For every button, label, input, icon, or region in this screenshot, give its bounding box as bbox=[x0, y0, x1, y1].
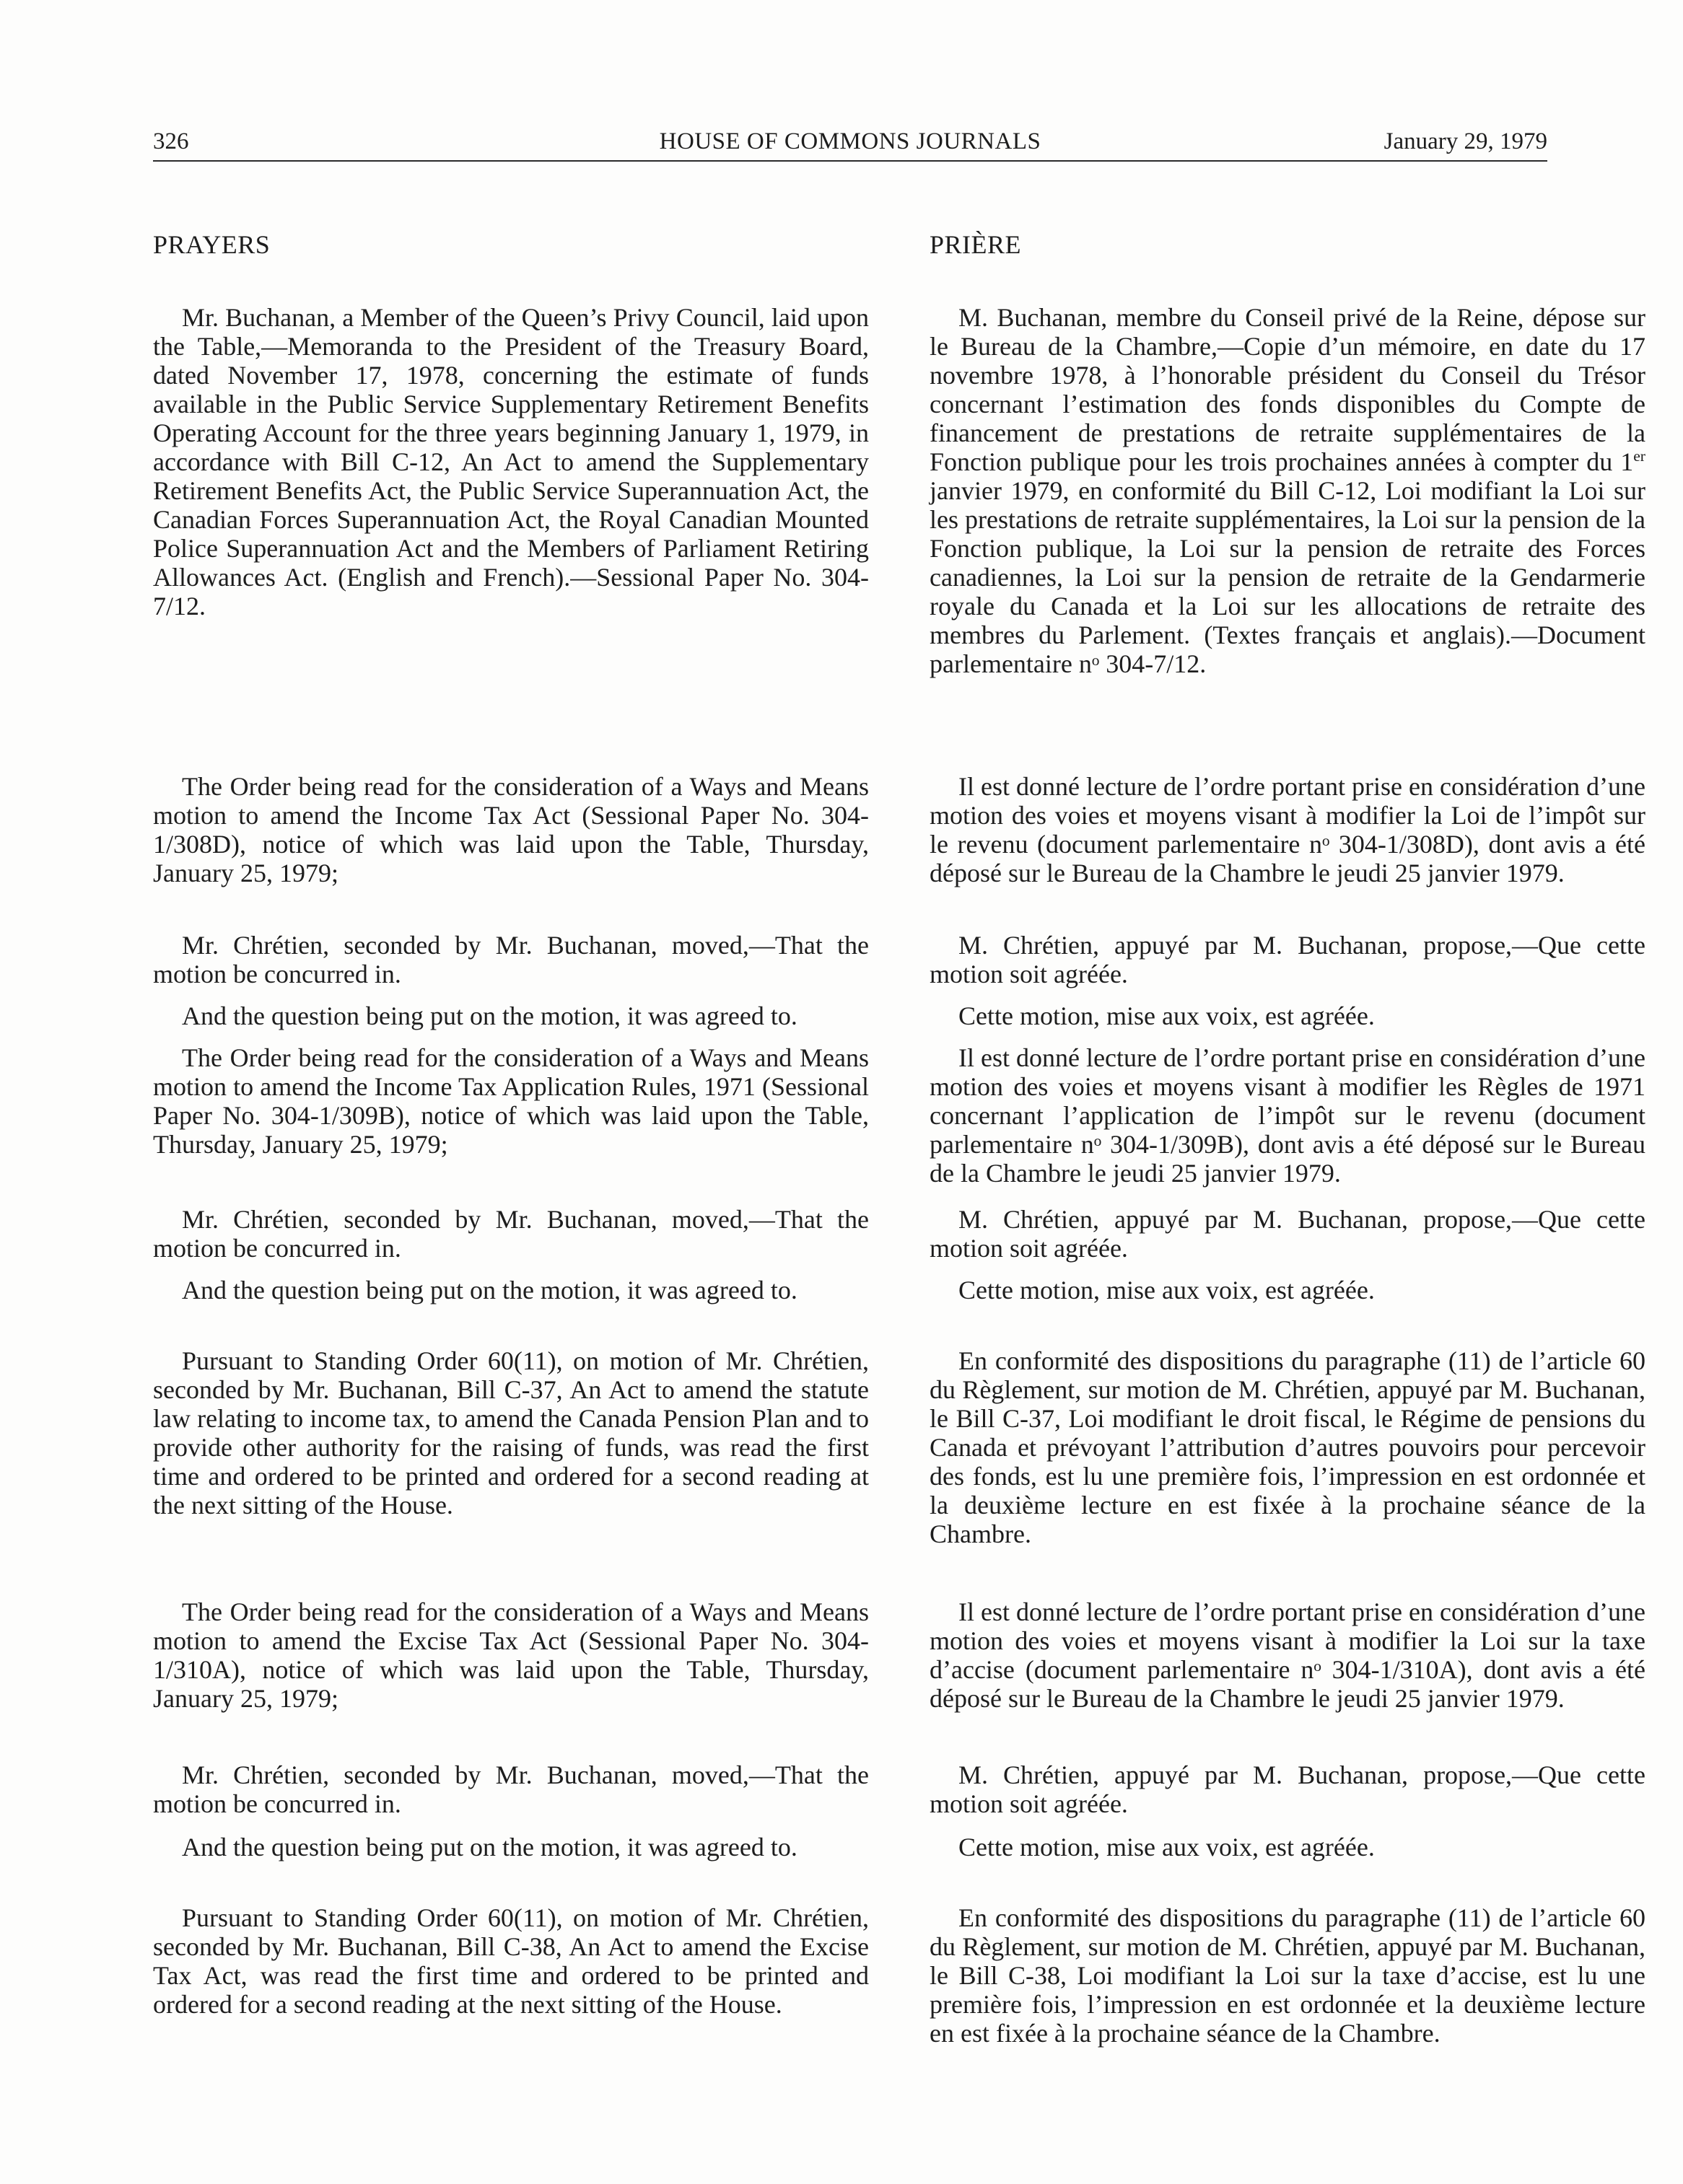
right-paragraph-5: Il est donné lecture de l’ordre portant prise en considération d’une motion des voies et moyens visant à modifier les Règles de 1971 concernant l’application de l’impôt sur le revenu (document parlementaire nᵒ 304-1/309B), dont avis a été déposé sur le Bureau de la Chambre le jeudi 25 janvier 1979. bbox=[930, 1043, 1645, 1188]
journal-title: HOUSE OF COMMONS JOURNALS bbox=[659, 128, 1041, 154]
left-paragraph-11: And the question being put on the motion, it was agreed to. bbox=[182, 1833, 797, 1861]
journal-date: January 29, 1979 bbox=[1383, 128, 1547, 154]
left-paragraph-8: Pursuant to Standing Order 60(11), on motion of Mr. Chrétien, seconded by Mr. Buchanan, Bill C-37, An Act to amend the statute law relating to income tax, to amend the Canada Pension Plan and to provide other authority for the raising of funds, was read the first time and ordered to be printed and ordered for a second reading at the next sitting of the House. bbox=[153, 1346, 869, 1519]
right-paragraph-2: Il est donné lecture de l’ordre portant prise en considération d’une motion des voies et moyens visant à modifier la Loi de l’impôt sur le revenu (document parlementaire nᵒ 304-1/308D), dont avis a été déposé sur le Bureau de la Chambre le jeudi 25 janvier 1979. bbox=[930, 772, 1645, 887]
right-paragraph-8: En conformité des dispositions du paragraphe (11) de l’article 60 du Règlement, sur motion de M. Chrétien, appuyé par M. Buchanan, le Bill C-37, Loi modifiant le droit fiscal, le Régime de pensions du Canada et prévoyant l’attribution d’autres pouvoirs pour percevoir des fonds, est lu une première fois, l’impression en est ordonnée et la deuxième lecture en est fixée à la prochaine séance de la Chambre. bbox=[930, 1346, 1645, 1548]
page-header bbox=[153, 123, 1547, 160]
right-paragraph-1 bbox=[930, 303, 1645, 678]
right-paragraph-3: M. Chrétien, appuyé par M. Buchanan, propose,—Que cette motion soit agréée. bbox=[930, 931, 1645, 988]
left-paragraph-5: The Order being read for the consideration of a Ways and Means motion to amend the Income Tax Application Rules, 1971 (Sessional Paper No. 304-1/309B), notice of which was laid upon the Table, Thursday, January 25, 1979; bbox=[153, 1043, 869, 1159]
right-paragraph-7: Cette motion, mise aux voix, est agréée. bbox=[958, 1276, 1375, 1304]
left-paragraph-7: And the question being put on the motion, it was agreed to. bbox=[182, 1276, 797, 1304]
right-paragraph-12: En conformité des dispositions du paragraphe (11) de l’article 60 du Règlement, sur motion de M. Chrétien, appuyé par M. Buchanan, le Bill C-38, Loi modifiant la Loi sur la taxe d’accise, est lu une première fois, l’impression en est ordonnée et la deuxième lecture en est fixée à la prochaine séance de la Chambre. bbox=[930, 1903, 1645, 2048]
left-paragraph-6: Mr. Chrétien, seconded by Mr. Buchanan, moved,—That the motion be concurred in. bbox=[153, 1205, 869, 1263]
left-paragraph-9: The Order being read for the consideration of a Ways and Means motion to amend the Excise Tax Act (Sessional Paper No. 304-1/310A), notice of which was laid upon the Table, Thursday, January 25, 1979; bbox=[153, 1597, 869, 1713]
left-paragraph-2: The Order being read for the consideration of a Ways and Means motion to amend the Income Tax Act (Sessional Paper No. 304-1/308D), notice of which was laid upon the Table, Thursday, January 25, 1979; bbox=[153, 772, 869, 887]
right-heading: PRIÈRE bbox=[930, 230, 1022, 259]
right-paragraph-6: M. Chrétien, appuyé par M. Buchanan, propose,—Que cette motion soit agréée. bbox=[930, 1205, 1645, 1263]
left-paragraph-10: Mr. Chrétien, seconded by Mr. Buchanan, moved,—That the motion be concurred in. bbox=[153, 1760, 869, 1818]
right-paragraph-4: Cette motion, mise aux voix, est agréée. bbox=[958, 1001, 1375, 1030]
right-paragraph-10: M. Chrétien, appuyé par M. Buchanan, propose,—Que cette motion soit agréée. bbox=[930, 1760, 1645, 1818]
ordinal-superscript: er bbox=[1633, 447, 1645, 465]
right-paragraph-1-part-b: janvier 1979, en conformité du Bill C-12, Loi modifiant la Loi sur les prestations de retraite supplémentaires, la Loi sur la pension de la Fonction publique, la Loi sur la pension de retraite des Forces canadiennes, la Loi sur la pension de retraite de la Gendarmerie royale du Canada et la Loi sur les allocations de retraite des membres du Parlement. (Textes français et anglais).—Document parlementaire nᵒ 304-7/12. bbox=[930, 476, 1645, 678]
left-paragraph-3: Mr. Chrétien, seconded by Mr. Buchanan, moved,—That the motion be concurred in. bbox=[153, 931, 869, 988]
right-paragraph-1-part-a: M. Buchanan, membre du Conseil privé de la Reine, dépose sur le Bureau de la Chambre,—Copie d’un mémoire, en date du 17 novembre 1978, à l’honorable président du Conseil du Trésor concernant l’estimation des fonds disponibles du Compte de financement de prestations de retraite supplémentaires de la Fonction publique pour les trois prochaines années à compter du 1 bbox=[930, 303, 1645, 476]
left-paragraph-4: And the question being put on the motion, it was agreed to. bbox=[182, 1001, 797, 1030]
header-rule bbox=[153, 160, 1547, 162]
left-paragraph-1: Mr. Buchanan, a Member of the Queen’s Privy Council, laid upon the Table,—Memoranda to the President of the Treasury Board, dated November 17, 1978, concerning the estimate of funds available in the Public Service Supplementary Retirement Benefits Operating Account for the three years beginning January 1, 1979, in accordance with Bill C-12, An Act to amend the Supplementary Retirement Benefits Act, the Public Service Superannuation Act, the Canadian Forces Superannuation Act, the Royal Canadian Mounted Police Superannuation Act and the Members of Parliament Retiring Allowances Act. (English and French).—Sessional Paper No. 304-7/12. bbox=[153, 303, 869, 620]
page-number: 326 bbox=[153, 128, 189, 154]
right-paragraph-11: Cette motion, mise aux voix, est agréée. bbox=[958, 1833, 1375, 1861]
left-heading: PRAYERS bbox=[153, 230, 271, 259]
right-paragraph-9: Il est donné lecture de l’ordre portant prise en considération d’une motion des voies et moyens visant à modifier la Loi sur la taxe d’accise (document parlementaire nᵒ 304-1/310A), dont avis a été déposé sur le Bureau de la Chambre le jeudi 25 janvier 1979. bbox=[930, 1597, 1645, 1713]
left-paragraph-12: Pursuant to Standing Order 60(11), on motion of Mr. Chrétien, seconded by Mr. Buchanan, Bill C-38, An Act to amend the Excise Tax Act, was read the first time and ordered to be printed and ordered for a second reading at the next sitting of the House. bbox=[153, 1903, 869, 2019]
